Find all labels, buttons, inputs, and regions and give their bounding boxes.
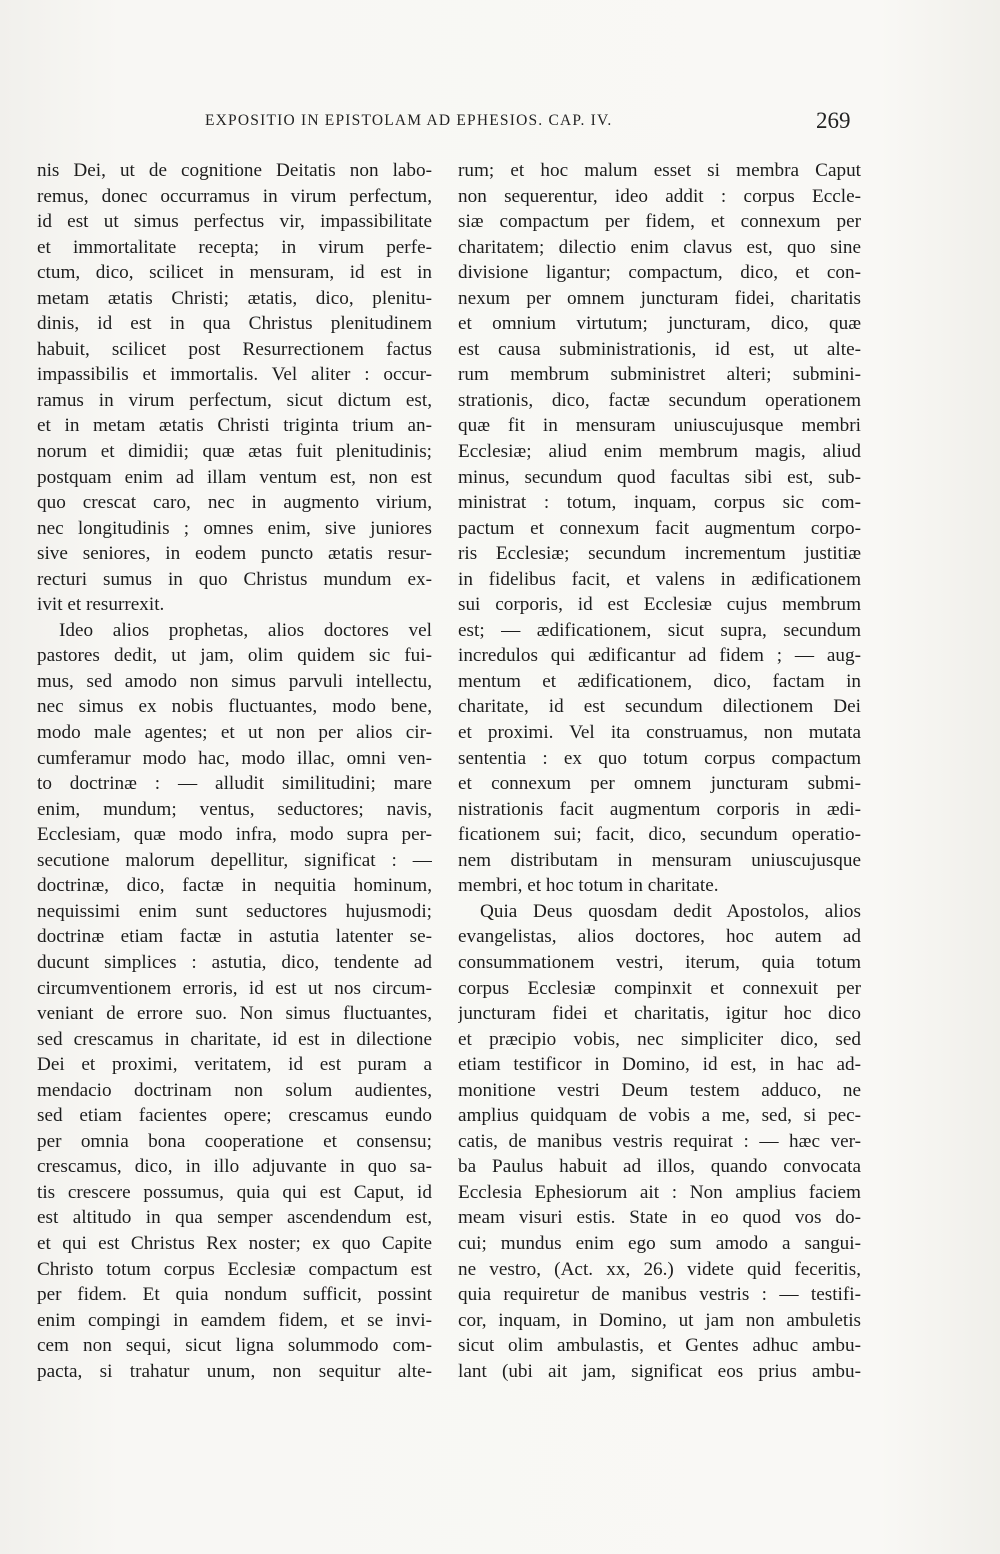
text-line: nequissimi enim sunt seductores hujusmodi;: [37, 900, 432, 922]
running-head: EXPOSITIO IN EPISTOLAM AD EPHESIOS. CAP. IV.: [205, 112, 613, 129]
text-line: et omnium virtutum; juncturam, dico, quæ: [458, 313, 861, 335]
text-line: et in metam ætatis Christi triginta trium an-: [37, 415, 432, 437]
text-line: crescamus, dico, in illo adjuvante in quo sa-: [37, 1156, 432, 1178]
text-line: sed etiam facientes opere; crescamus eundo: [37, 1105, 432, 1127]
text-line: ne vestro, (Act. xx, 26.) videte quid feceritis,: [458, 1258, 861, 1280]
text-line: ivit et resurrexit.: [37, 594, 165, 616]
text-line: id est ut simus perfectus vir, impassibilitate: [37, 211, 432, 233]
text-line: corpus Ecclesiæ compinxit et connexuit per: [458, 977, 861, 999]
text-line: mus, sed amodo non simus parvuli intellectu,: [37, 670, 432, 692]
left-text-column: [37, 158, 432, 1384]
text-line: postquam enim ad illam ventum est, non est: [37, 466, 432, 488]
text-line: Ecclesia Ephesiorum ait : Non amplius faciem: [458, 1181, 861, 1203]
text-line: Ideo alios prophetas, alios doctores vel: [59, 619, 432, 641]
text-line: enim, mundum; ventus, seductores; navis,: [37, 798, 432, 820]
text-line: membri, et hoc totum in charitate.: [458, 875, 719, 897]
text-line: sicut olim ambulastis, et Gentes adhuc ambu-: [458, 1335, 861, 1357]
page-number: 269: [816, 108, 851, 133]
text-line: nec longitudinis ; omnes enim, sive juniores: [37, 517, 432, 539]
text-line: remus, donec occurramus in virum perfectum,: [37, 185, 432, 207]
text-line: cumferamur modo hac, modo illac, omni ven-: [37, 747, 432, 769]
text-line: minus, secundum quod facultas sibi est, sub-: [458, 466, 861, 488]
text-line: ctum, dico, scilicet in mensuram, id est in: [37, 262, 432, 284]
text-line: strationis, dico, factæ secundum operationem: [458, 389, 861, 411]
text-line: doctrinæ etiam factæ in astutia latenter se-: [37, 926, 432, 948]
text-line: rum membrum subministret alteri; submini-: [458, 364, 861, 386]
text-line: evangelistas, alios doctores, hoc autem ad: [458, 926, 861, 948]
text-line: secutione malorum depellitur, significat : —: [37, 849, 432, 871]
text-line: amplius quidquam de vobis a me, sed, si pec-: [458, 1105, 861, 1127]
text-line: et qui est Christus Rex noster; ex quo Capite: [37, 1232, 432, 1254]
text-line: Dei et proximi, veritatem, id est puram a: [37, 1054, 432, 1076]
right-text-column: [458, 158, 861, 1384]
text-line: pastores dedit, ut jam, olim quidem sic fui-: [37, 645, 432, 667]
text-line: siæ compactum per fidem, et connexum per: [458, 211, 861, 233]
text-line: sententia : ex quo totum corpus compactum: [458, 747, 861, 769]
text-line: ficationem sui; facit, dico, secundum operatio-: [458, 824, 861, 846]
text-line: per fidem. Et quia nondum sufficit, possint: [37, 1284, 432, 1306]
text-line: charitate, id est secundum dilectionem Dei: [458, 696, 861, 718]
text-line: monitione vestri Deum testem adduco, ne: [458, 1079, 861, 1101]
text-line: mendacio doctrinam non solum audientes,: [37, 1079, 432, 1101]
text-line: rum; et hoc malum esset si membra Caput: [458, 160, 861, 181]
text-line: in fidelibus facit, et valens in ædificationem: [458, 568, 861, 590]
text-line: quæ fit in mensuram uniuscujusque membri: [458, 415, 861, 437]
text-line: dinis, id est in qua Christus plenitudinem: [37, 313, 432, 335]
text-line: sed crescamus in charitate, id est in dilectione: [37, 1028, 432, 1050]
text-line: ministrat : totum, inquam, corpus sic com-: [458, 492, 861, 514]
text-line: norum et dimidii; quæ ætas fuit plenitudinis;: [37, 441, 432, 463]
text-line: quo crescat caro, nec in augmento virium,: [37, 492, 432, 514]
text-line: per omnia bona cooperatione et consensu;: [37, 1130, 432, 1152]
text-line: nis Dei, ut de cognitione Deitatis non labo-: [37, 160, 432, 181]
text-line: incredulos qui ædificantur ad fidem ; — aug-: [458, 645, 861, 667]
text-line: cem non sequi, sicut ligna solummodo com-: [37, 1335, 432, 1357]
text-line: lant (ubi ait jam, significat eos prius ambu-: [458, 1360, 861, 1382]
text-line: nec simus ex nobis fluctuantes, modo bene,: [37, 696, 432, 718]
text-line: enim compingi in eamdem fidem, et se invi-: [37, 1309, 432, 1331]
text-line: divisione ligantur; compactum, dico, et con-: [458, 262, 861, 284]
text-line: est causa subministrationis, id est, ut alte-: [458, 338, 861, 360]
text-line: consummationem vestri, iterum, quia totum: [458, 951, 861, 973]
text-line: modo male agentes; et ut non per alios cir-: [37, 722, 432, 744]
text-line: doctrinæ, dico, factæ in nequitia hominum,: [37, 875, 432, 897]
text-line: et connexum per omnem juncturam submi-: [458, 773, 861, 795]
text-line: cui; mundus enim ego sum amodo a sangui-: [458, 1232, 861, 1254]
text-line: recturi sumus in quo Christus mundum ex-: [37, 568, 432, 590]
text-line: habuit, scilicet post Resurrectionem factus: [37, 338, 432, 360]
text-line: Christo totum corpus Ecclesiæ compactum est: [37, 1258, 432, 1280]
text-line: cor, inquam, in Domino, ut jam non ambuletis: [458, 1309, 861, 1331]
text-line: circumventionem erroris, id est ut nos circum-: [37, 977, 432, 999]
text-line: sui corporis, id est Ecclesiæ cujus membrum: [458, 594, 861, 616]
text-line: etiam testificor in Domino, id est, in hac ad-: [458, 1054, 861, 1076]
text-line: sive seniores, in eodem puncto ætatis resur-: [37, 543, 432, 565]
text-line: ducunt simplices : astutia, dico, tendente ad: [37, 951, 432, 973]
text-line: catis, de manibus vestris requirat : — hæc ver-: [458, 1130, 861, 1152]
text-line: charitatem; dilectio enim clavus est, quo sine: [458, 236, 861, 258]
text-line: ramus in virum perfectum, sicut dictum est,: [37, 389, 432, 411]
text-line: to doctrinæ : — alludit similitudini; mare: [37, 773, 432, 795]
text-line: mentum et ædificationem, dico, factam in: [458, 670, 861, 692]
text-line: et immortalitate recepta; in virum perfe-: [37, 236, 432, 258]
text-line: nexum per omnem juncturam fidei, charitatis: [458, 287, 861, 309]
text-line: metam ætatis Christi; ætatis, dico, plenitu-: [37, 287, 432, 309]
text-line: pactum et connexum facit augmentum corpo-: [458, 517, 861, 539]
text-line: ba Paulus habuit ad illos, quando convocata: [458, 1156, 861, 1178]
text-line: ris Ecclesiæ; secundum incrementum justitiæ: [458, 543, 861, 565]
text-line: Quia Deus quosdam dedit Apostolos, alios: [480, 900, 861, 922]
text-line: non sequerentur, ideo addit : corpus Eccle-: [458, 185, 861, 207]
text-line: est; — ædificationem, sicut supra, secundum: [458, 619, 861, 641]
text-line: veniant de errore suo. Non simus fluctuantes,: [37, 1003, 432, 1025]
text-line: quia requiretur de manibus vestris : — testifi-: [458, 1284, 861, 1306]
text-line: impassibilis et immortalis. Vel aliter : occur-: [37, 364, 432, 386]
text-line: pacta, si trahatur unum, non sequitur alte-: [37, 1360, 432, 1382]
text-line: nem distributam in mensuram uniuscujusque: [458, 849, 861, 871]
text-line: tis crescere possumus, quia qui est Caput, id: [37, 1181, 432, 1203]
text-line: juncturam fidei et charitatis, igitur hoc dico: [458, 1003, 861, 1025]
text-line: et proximi. Vel ita construamus, non mutata: [458, 722, 861, 744]
text-line: Ecclesiam, quæ modo infra, modo supra per-: [37, 824, 432, 846]
text-line: nistrationis facit augmentum corporis in ædi-: [458, 798, 861, 820]
text-line: et præcipio vobis, nec simpliciter dico, sed: [458, 1028, 861, 1050]
text-line: Ecclesiæ; aliud enim membrum magis, aliud: [458, 441, 861, 463]
text-line: est altitudo in qua semper ascendendum est,: [37, 1207, 432, 1229]
text-line: meam visuri estis. State in eo quod vos do-: [458, 1207, 861, 1229]
